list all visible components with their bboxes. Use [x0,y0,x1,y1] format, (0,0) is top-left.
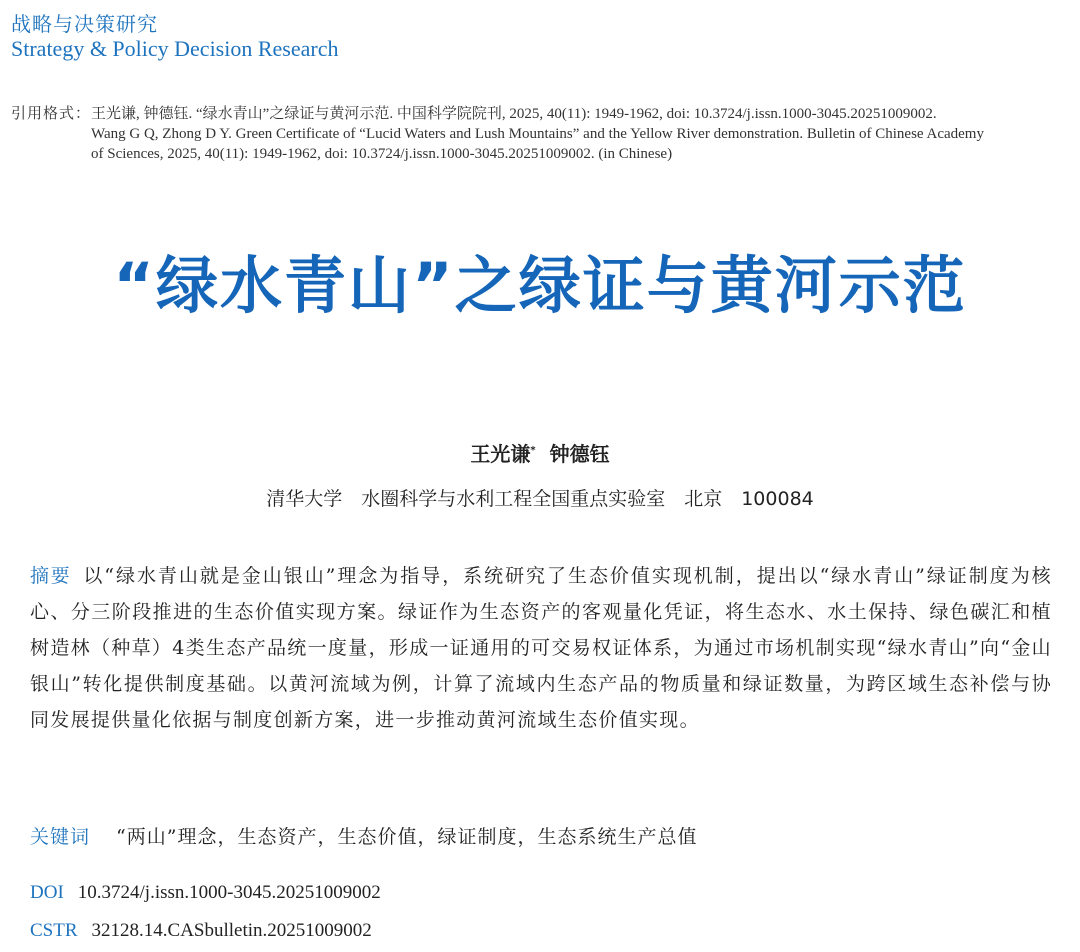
doi-value[interactable]: 10.3724/j.issn.1000-3045.20251009002 [77,882,381,903]
journal-section-name-en: Strategy & Policy Decision Research [11,36,339,61]
citation-block [11,104,1071,164]
citation-cn-line [11,104,1071,124]
abstract-block [30,558,1052,738]
cstr-line [30,920,372,942]
article-title: “绿水青山”之绿证与黄河示范 [113,249,967,322]
citation-en-line1: Wang G Q, Zhong D Y. Green Certificate of “Lucid Waters and Lush Mountains” and the Yellow River demonstration. Bulletin of Chinese Academy [91,126,984,142]
citation-label: 引用格式： [11,106,92,122]
cstr-label: CSTR [30,920,78,941]
keywords-label: 关键词 [30,826,91,848]
author-second: 钟德钰 [549,442,610,466]
abstract-label: 摘要 [30,565,72,587]
doi-line [30,882,381,904]
corresponding-author-mark: * [530,445,536,457]
doi-label: DOI [30,882,64,903]
citation-en-line2: of Sciences, 2025, 40(11): 1949-1962, doi: 10.3724/j.issn.1000-3045.20251009002. (in Chinese) [91,146,673,162]
cstr-value[interactable]: 32128.14.CASbulletin.20251009002 [91,920,372,941]
abstract-text: 以“绿水青山就是金山银山”理念为指导，系统研究了生态价值实现机制，提出以“绿水青山”绿证制度为核心、分三阶段推进的生态价值实现方案。绿证作为生态资产的客观量化凭证，将生态水、水土保持、绿色碳汇和植树造林（种草）4类生态产品统一度量，形成一证通用的可交易权证体系，为通过市场机制实现“绿水青山”向“金山银山”转化提供制度基础。以黄河流域为例，计算了流域内生态产品的物质量和绿证数量，为跨区域生态补偿与协同发展提供量化依据与制度创新方案，进一步推动黄河流域生态价值实现。 [30,565,1052,731]
keywords-block [30,822,1052,849]
citation-cn: 王光谦, 钟德钰. “绿水青山”之绿证与黄河示范. 中国科学院院刊, 2025, 40(11): 1949-1962, doi: 10.3724/j.issn.1000-3045.20251009002. [91,106,937,122]
journal-section-name-cn: 战略与决策研究 [11,12,158,36]
author-first: 王光谦 [470,442,531,466]
keywords-text: “两山”理念，生态资产，生态价值，绿证制度，生态系统生产总值 [116,826,698,848]
author-line [0,438,1080,467]
affiliation: 清华大学 水圈科学与水利工程全国重点实验室 北京 100084 [266,488,814,510]
